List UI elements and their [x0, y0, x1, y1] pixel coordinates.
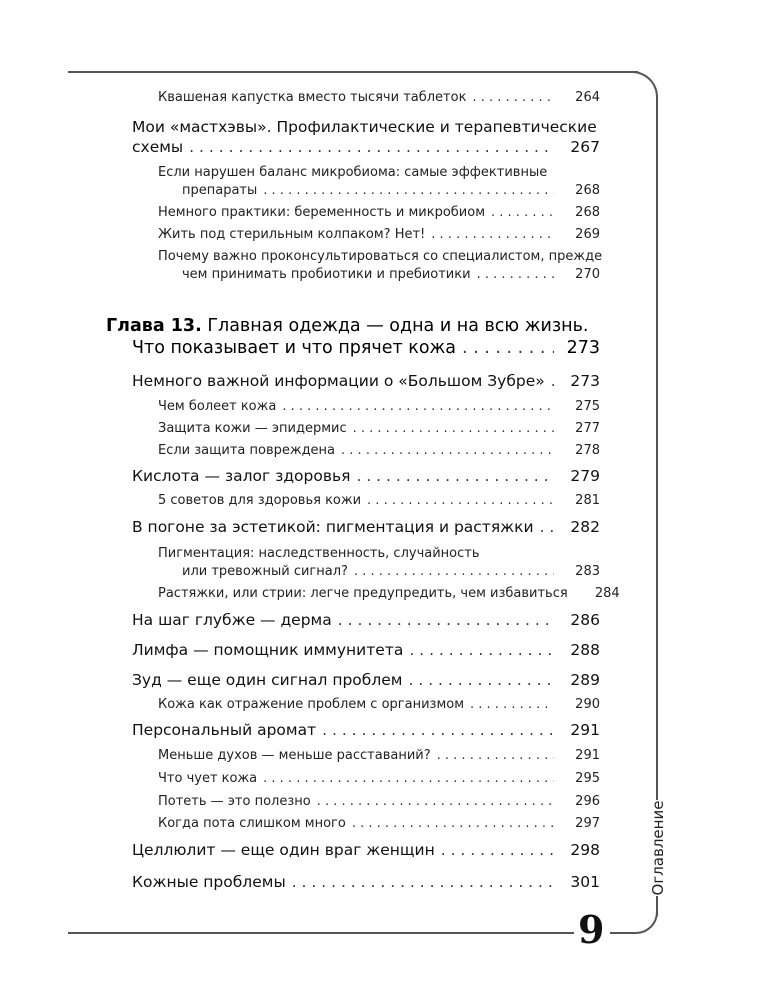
toc-entry[interactable] [158, 164, 600, 199]
toc-entry-title: Потеть — это полезно [158, 794, 311, 809]
toc-entry-title: Целлюлит — еще один враг женщин [132, 841, 435, 859]
page-number: 9 [578, 907, 605, 952]
toc-entry-page: 279 [570, 467, 600, 485]
toc-entry[interactable] [132, 872, 600, 892]
toc-entry-title: Кожные проблемы [132, 873, 286, 891]
toc-entry-page: 268 [575, 205, 600, 220]
toc-entry-page: 298 [570, 841, 600, 859]
toc-entry[interactable] [158, 398, 600, 415]
toc-entry-title: Мои «мастхэвы». Профилактические и терапевтические [132, 118, 597, 136]
toc-entry-page: 288 [570, 641, 600, 659]
toc-entry-title: Когда пота слишком много [158, 816, 346, 831]
toc-entry-page: 273 [570, 372, 600, 390]
toc-entry[interactable] [132, 371, 600, 391]
leader-dots [462, 337, 554, 359]
toc-entry-page: 301 [570, 873, 600, 891]
toc-entry[interactable] [158, 442, 600, 459]
toc-entry-title: Защита кожи — эпидермис [158, 421, 347, 436]
toc-entry-title-cont: препараты [182, 183, 258, 198]
leader-dots [338, 610, 554, 630]
leader-dots [472, 89, 554, 106]
toc-entry[interactable] [158, 204, 600, 221]
toc-entry-page: 282 [570, 518, 600, 536]
toc-entry[interactable] [158, 770, 600, 787]
toc-entry-title: Пигментация: наследственность, случайность [158, 546, 480, 561]
toc-entry[interactable] [158, 696, 600, 713]
toc-entry-page: 269 [575, 227, 600, 242]
toc-entry-title: Если нарушен баланс микробиома: самые эффективные [158, 165, 548, 180]
toc-entry-title-cont: или тревожный сигнал? [182, 564, 348, 579]
toc-entry-title: Чем болеет кожа [158, 399, 277, 414]
chapter-heading[interactable] [106, 315, 600, 359]
toc-entry-title: Персональный аромат [132, 721, 317, 739]
toc-entry-page: 267 [570, 138, 600, 156]
chapter-title-cont: Что показывает и что прячет кожа [132, 338, 457, 358]
leader-dots [353, 420, 554, 437]
toc-entry-title: Почему важно проконсультироваться со специалистом, прежде [158, 249, 603, 264]
toc-entry-page: 297 [575, 816, 600, 831]
toc-entry-title: Растяжки, или стрии: легче предупредить, чем избавиться [158, 586, 568, 601]
leader-dots [322, 720, 554, 740]
leader-dots [367, 492, 554, 509]
toc-entry-title-cont: чем принимать пробиотики и пребиотики [182, 267, 471, 282]
toc-entry-page: 281 [575, 493, 600, 508]
toc-entry-page: 275 [575, 399, 600, 414]
toc-entry-title: Лимфа — помощник иммунитета [132, 641, 404, 659]
toc-entry[interactable] [158, 492, 600, 509]
toc-entry-page: 296 [575, 794, 600, 809]
toc-entry[interactable] [132, 670, 600, 690]
leader-dots [352, 815, 554, 832]
leader-dots [441, 840, 554, 860]
toc-entry[interactable] [132, 640, 600, 660]
toc-entry-page: 289 [570, 671, 600, 689]
leader-dots [551, 371, 554, 391]
leader-dots [437, 747, 554, 764]
toc-entry[interactable] [158, 248, 603, 283]
chapter-title: Главная одежда — одна и на всю жизнь. [207, 316, 589, 336]
toc-entry-title: 5 советов для здоровья кожи [158, 493, 362, 508]
leader-dots [189, 137, 554, 157]
toc-entry-page: 268 [575, 183, 600, 198]
toc-entry[interactable] [158, 226, 600, 243]
toc-entry-page: 264 [575, 90, 600, 105]
toc-entry-title: На шаг глубже — дерма [132, 611, 332, 629]
leader-dots [491, 204, 554, 221]
leader-dots [431, 226, 554, 243]
toc-entry-title: Квашеная капустка вместо тысячи таблеток [158, 90, 467, 105]
leader-dots [292, 872, 554, 892]
toc-entry-page: 270 [575, 267, 600, 282]
leader-dots [282, 398, 554, 415]
chapter-page: 273 [566, 338, 600, 358]
toc-entry[interactable] [158, 793, 600, 810]
toc-entry[interactable] [132, 117, 600, 157]
toc-entry-title: Если защита повреждена [158, 443, 336, 458]
toc-entry[interactable] [158, 420, 600, 437]
toc-entry[interactable] [158, 89, 600, 106]
toc-entry-title: Немного важной информации о «Большом Зубре» [132, 372, 545, 390]
toc-entry-title: Кожа как отражение проблем с организмом [158, 697, 465, 712]
leader-dots [408, 670, 554, 690]
leader-dots [470, 696, 554, 713]
toc-entry[interactable] [158, 747, 600, 764]
toc-entry-title: Немного практики: беременность и микробиом [158, 205, 486, 220]
toc-entry-title: Что чует кожа [158, 771, 258, 786]
leader-dots [263, 770, 554, 787]
toc-entry-page: 291 [575, 748, 600, 763]
leader-dots [356, 466, 554, 486]
chapter-label: Глава 13. [106, 316, 202, 336]
leader-dots [540, 517, 554, 537]
toc-entry-title: Зуд — еще один сигнал проблем [132, 671, 403, 689]
toc-entry[interactable] [158, 585, 620, 602]
toc-entry-title: Меньше духов — меньше расставаний? [158, 748, 431, 763]
toc-entry-page: 291 [570, 721, 600, 739]
toc-entry-page: 295 [575, 771, 600, 786]
leader-dots [409, 640, 554, 660]
toc-entry-page: 290 [575, 697, 600, 712]
toc-entry-page: 283 [575, 564, 600, 579]
toc-entry[interactable] [132, 720, 600, 740]
toc-entry[interactable] [132, 610, 600, 630]
leader-dots [354, 563, 554, 580]
toc-entry-page: 277 [575, 421, 600, 436]
section-label: Оглавление [649, 800, 667, 896]
toc-entry-page: 284 [594, 586, 620, 601]
toc-entry-title: В погоне за эстетикой: пигментация и растяжки [132, 518, 534, 536]
toc-entry[interactable] [158, 545, 600, 580]
toc-entry-title-cont: схемы [132, 138, 184, 156]
toc-entry[interactable] [132, 840, 600, 860]
leader-dots [477, 266, 554, 283]
toc-entry[interactable] [132, 466, 600, 486]
toc-entry-page: 278 [575, 443, 600, 458]
leader-dots [263, 182, 554, 199]
leader-dots [317, 793, 554, 810]
toc-entry-title: Жить под стерильным колпаком? Нет! [158, 227, 426, 242]
toc-entry[interactable] [132, 517, 600, 537]
toc-entry-page: 286 [570, 611, 600, 629]
leader-dots [341, 442, 554, 459]
toc-entry[interactable] [158, 815, 600, 832]
toc-entry-title: Кислота — залог здоровья [132, 467, 351, 485]
